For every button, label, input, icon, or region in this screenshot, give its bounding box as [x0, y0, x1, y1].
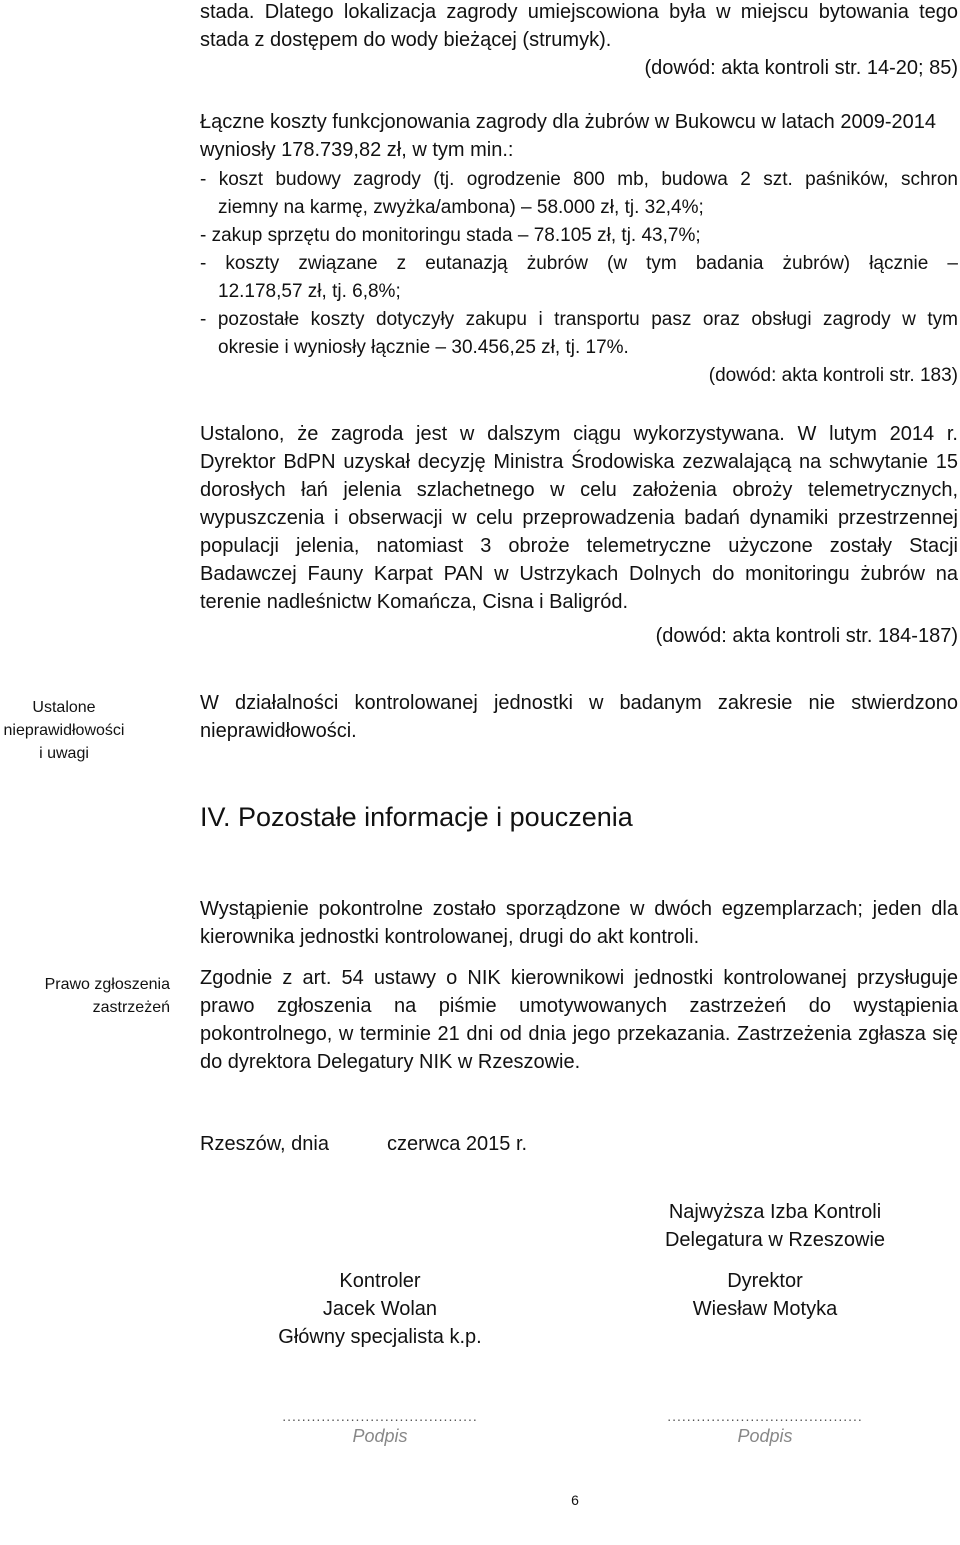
- list-item: - pozostałe koszty dotyczyły zakupu i transportu pasz oraz obsługi zagrody w tym: [200, 309, 958, 330]
- rights-line: prawo zgłoszenia na piśmie umotywowanych zastrzeżeń do wystąpienia: [200, 995, 958, 1017]
- side-label-rights: [0, 973, 170, 1019]
- rights-line: kierownika jednostki kontrolowanej, drugi do akt kontroli.: [200, 926, 700, 948]
- enclosure-line: wypuszczenia i obserwacji w celu przeprowadzenia badań dynamiki przestrzennej: [200, 507, 958, 529]
- list-item-cont: ziemny na karmę, zwyżka/ambona) – 58.000 zł, tj. 32,4%;: [218, 197, 704, 218]
- enclosure-line: dorosłych łań jelenia szlachetnego w celu założenia obroży telemetrycznych,: [200, 479, 958, 501]
- signatory-title: Główny specjalista k.p.: [278, 1326, 482, 1348]
- intro-line: stada. Dlatego lokalizacja zagrody umiejscowiona była w miejscu bytowania tego: [200, 1, 958, 23]
- signature-caption-right: Podpis: [737, 1426, 793, 1446]
- rights-line: pokontrolnego, w terminie 21 dni od dnia jego przekazania. Zastrzeżenia zgłasza się: [200, 1023, 958, 1045]
- costs-paragraph: [200, 108, 958, 164]
- evidence-ref: (dowód: akta kontroli str. 183): [708, 365, 958, 386]
- costs-line: Łączne koszty funkcjonowania zagrody dla żubrów w Bukowcu w latach 2009-2014: [200, 111, 936, 133]
- institution-name: Najwyższa Izba Kontroli: [668, 1201, 882, 1223]
- side-label-line: Ustalone: [32, 699, 96, 716]
- place-label: Rzeszów, dnia: [200, 1133, 329, 1155]
- irregularities-line: W działalności kontrolowanej jednostki w badanym zakresie nie stwierdzono: [200, 692, 958, 714]
- intro-line: stada z dostępem do wody bieżącej (strumyk).: [200, 29, 612, 51]
- list-item-cont: 12.178,57 zł, tj. 6,8%;: [218, 281, 401, 302]
- side-label-line: Prawo zgłoszenia: [44, 976, 170, 993]
- signatory-name: Wiesław Motyka: [692, 1298, 838, 1320]
- rights-paragraph-1: [200, 895, 958, 951]
- institution-branch: Delegatura w Rzeszowie: [664, 1229, 886, 1251]
- institution-block: [620, 1198, 930, 1254]
- side-label-irregularities: [0, 696, 128, 765]
- signatory-role: Dyrektor: [727, 1270, 803, 1292]
- date-label: czerwca 2015 r.: [387, 1133, 528, 1155]
- rights-paragraph-2: [200, 964, 958, 1076]
- evidence-ref: (dowód: akta kontroli str. 14-20; 85): [644, 57, 958, 79]
- signature-line-right: ........................................: [667, 1408, 863, 1424]
- costs-line: wyniosły 178.739,82 zł, w tym min.:: [200, 139, 514, 161]
- rights-line: Wystąpienie pokontrolne zostało sporządzone w dwóch egzemplarzach; jeden dla: [200, 898, 958, 920]
- signatory-left: [230, 1267, 530, 1351]
- list-item: - koszty związane z eutanazją żubrów (w tym badania żubrów) łącznie –: [200, 253, 958, 274]
- rights-line: do dyrektora Delegatury NIK w Rzeszowie.: [200, 1051, 581, 1073]
- enclosure-paragraph: [200, 420, 958, 650]
- enclosure-line: terenie nadleśnictw Komańcza, Cisna i Baligród.: [200, 591, 628, 613]
- signatory-role: Kontroler: [339, 1270, 421, 1292]
- enclosure-line: populacji jelenia, natomiast 3 obroże telemetryczne użyczone zostały Stacji: [200, 535, 958, 557]
- section-heading: IV. Pozostałe informacje i pouczenia: [200, 802, 633, 832]
- list-item-cont: okresie i wyniosły łącznie – 30.456,25 zł, tj. 17%.: [218, 337, 629, 358]
- page-number: 6: [571, 1492, 579, 1508]
- enclosure-line: Dyrektor BdPN uzyskał decyzję Ministra Środowiska zezwalającą na schwytanie 15: [200, 451, 958, 473]
- side-label-line: zastrzeżeń: [92, 999, 170, 1016]
- signatory-right: [615, 1267, 915, 1323]
- signature-caption-left: Podpis: [352, 1426, 408, 1446]
- enclosure-line: Badawczej Fauny Karpat PAN w Ustrzykach Dolnych do monitoringu żubrów na: [200, 563, 958, 585]
- side-label-line: i uwagi: [39, 745, 89, 762]
- irregularities-paragraph: [200, 689, 958, 745]
- rights-line: Zgodnie z art. 54 ustawy o NIK kierownikowi jednostki kontrolowanej przysługuje: [200, 967, 958, 989]
- list-item: - koszt budowy zagrody (tj. ogrodzenie 800 mb, budowa 2 szt. paśników, schron: [200, 169, 958, 190]
- signatory-name: Jacek Wolan: [322, 1298, 438, 1320]
- signature-line-left: ........................................: [282, 1408, 478, 1424]
- enclosure-line: Ustalono, że zagroda jest w dalszym ciągu wykorzystywana. W lutym 2014 r.: [200, 423, 958, 445]
- costs-list: [200, 166, 958, 390]
- irregularities-line: nieprawidłowości.: [200, 720, 357, 742]
- list-item: - zakup sprzętu do monitoringu stada – 78.105 zł, tj. 43,7%;: [200, 225, 701, 246]
- intro-paragraph: [200, 0, 958, 82]
- side-label-line: nieprawidłowości: [3, 722, 125, 739]
- evidence-ref: (dowód: akta kontroli str. 184-187): [655, 625, 958, 647]
